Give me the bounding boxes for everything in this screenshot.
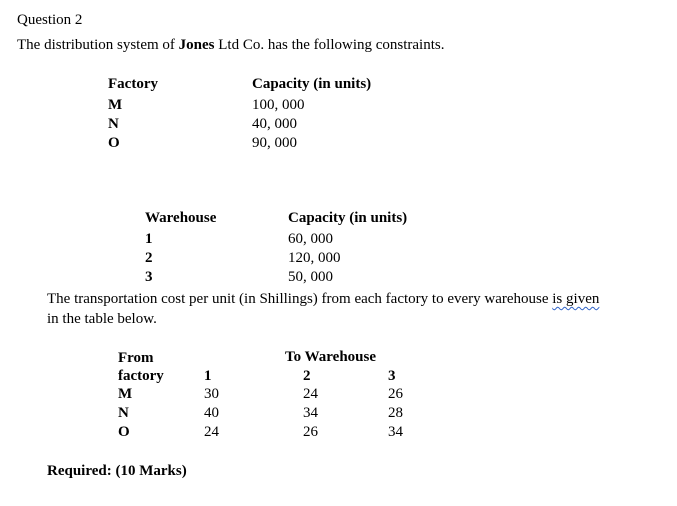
intro-text-pre: The distribution system of [17,37,179,53]
cost-cell: 24 [204,424,219,440]
cost-cell: 34 [303,405,318,421]
cost-cell: 26 [388,386,403,402]
cost-cell: 26 [303,424,318,440]
question-title: Question 2 [17,12,83,28]
warehouse-capacity-header: Capacity (in units) [288,210,408,226]
intro-company-name: Jones [178,37,215,53]
cost-cell: 30 [204,386,219,402]
factory-capacity: 90, 000 [252,135,297,151]
cost-from-label: From [118,350,154,366]
factory-header: Factory [108,76,158,92]
cost-column-header: 2 [303,368,311,384]
cost-row-factory: O [118,424,130,440]
warehouse-capacity: 50, 000 [288,269,333,285]
required-marks: Required: (10 Marks) [47,463,187,479]
cost-column-header: 1 [204,368,212,384]
cost-row-factory: N [118,405,129,421]
factory-name: M [108,97,123,113]
cost-cell: 34 [388,424,403,440]
factory-capacity-header: Capacity (in units) [252,76,372,92]
intro-text-post: Ltd Co. has the following constraints. [214,37,445,53]
cost-to-warehouse-label: To Warehouse [285,349,377,365]
transport-text-pre: The transportation cost per unit (in Shillings) from each factory to every warehouse [47,291,553,307]
cost-row-factory: M [118,386,133,402]
question-intro [17,36,444,54]
transport-text-line1 [47,290,599,308]
grammar-flagged-text: is given [552,291,600,307]
cost-cell: 40 [204,405,219,421]
warehouse-name: 3 [145,269,153,285]
cost-column-header: 3 [388,368,396,384]
warehouse-capacity: 120, 000 [288,250,341,266]
factory-name: N [108,116,119,132]
warehouse-header: Warehouse [145,210,217,226]
warehouse-capacity: 60, 000 [288,231,333,247]
warehouse-name: 1 [145,231,153,247]
factory-name: O [108,135,120,151]
warehouse-name: 2 [145,250,153,266]
factory-capacity: 100, 000 [252,97,305,113]
cost-cell: 24 [303,386,318,402]
cost-factory-label: factory [118,368,164,384]
cost-cell: 28 [388,405,403,421]
transport-text-line2: in the table below. [47,311,157,327]
factory-capacity: 40, 000 [252,116,297,132]
